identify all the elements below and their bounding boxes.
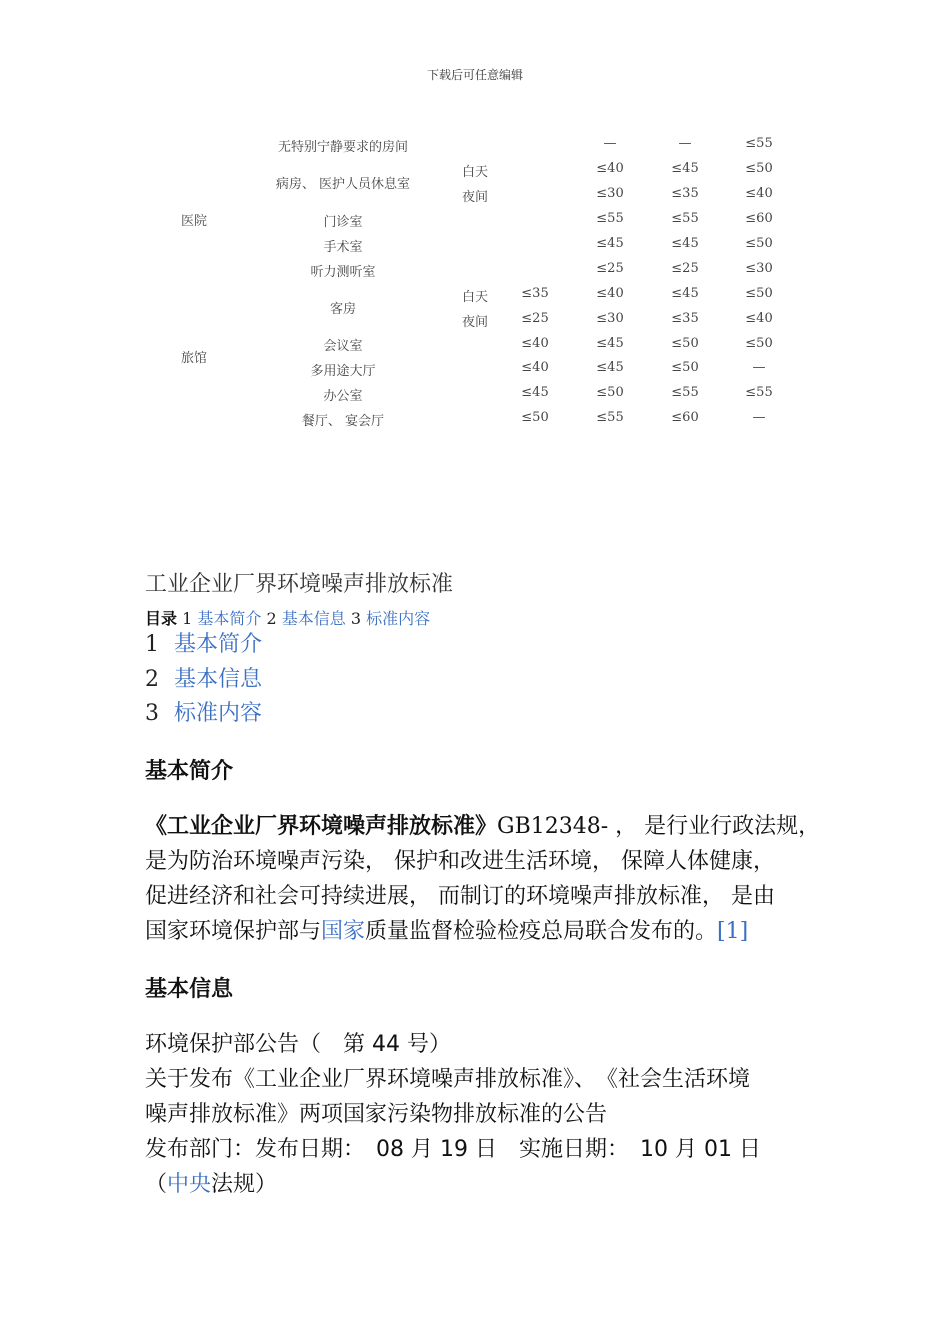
table-cell: ≤55	[745, 385, 773, 400]
toc-list-item	[145, 628, 262, 663]
intro-text: 质量监督检验检疫总局联合发布的。	[365, 919, 718, 944]
table-cell: ≤55	[596, 211, 624, 226]
link-guojia[interactable]: 国家	[321, 919, 366, 944]
table-cell: ≤50	[596, 385, 624, 400]
info-line: 关于发布《工业企业厂界环境噪声排放标准》、 《社会生活环境	[145, 1067, 751, 1092]
table-cell: ≤35	[521, 286, 549, 301]
toc-inline-link-intro[interactable]: 基本简介	[197, 609, 262, 628]
table-cell: —	[752, 410, 766, 425]
table-cell: —	[603, 136, 617, 151]
standard-name: 《工业企业厂界环境噪声排放标准》	[145, 814, 498, 839]
table-room-name: 餐厅、 宴会厅	[301, 414, 385, 429]
table-cell: ≤35	[671, 186, 699, 201]
table-cell: ≤45	[596, 336, 624, 351]
table-cell: ≤60	[745, 211, 773, 226]
toc-list-num: 3	[145, 701, 159, 726]
toc-inline-num: 1	[182, 609, 193, 628]
table-cell: ≤25	[671, 261, 699, 276]
table-room-name: 多用途大厅	[310, 364, 376, 379]
info-paragraph	[145, 1027, 825, 1202]
reference-link[interactable]: [1]	[717, 919, 749, 944]
table-cell: ≤55	[671, 211, 699, 226]
table-cell: ≤40	[521, 336, 549, 351]
table-period: 夜间	[461, 315, 489, 330]
table-cell: ≤55	[745, 136, 773, 151]
intro-line: 促进经济和社会可持续进展， 而制订的环境噪声排放标准， 是由	[145, 884, 775, 909]
intro-line	[145, 809, 825, 844]
table-cell: ≤50	[671, 360, 699, 375]
table-cell: ≤40	[596, 161, 624, 176]
info-line	[145, 1167, 825, 1202]
table-cell: ≤50	[671, 336, 699, 351]
intro-line: 是为防治环境噪声污染， 保护和改进生活环境， 保障人体健康，	[145, 849, 775, 874]
table-cell: ≤25	[596, 261, 624, 276]
toc-list	[145, 628, 262, 732]
table-room-name: 病房、 医护人员休息室	[275, 177, 411, 192]
table-cell: ≤45	[596, 360, 624, 375]
header-note: 下载后可任意编辑	[426, 68, 523, 82]
toc-link-intro[interactable]: 基本简介	[174, 632, 263, 657]
table-cell: ≤45	[671, 286, 699, 301]
intro-line	[145, 914, 825, 949]
table-cell: ≤25	[521, 311, 549, 326]
toc-list-num: 1	[145, 632, 159, 657]
table-cell: ≤30	[596, 186, 624, 201]
table-room-name: 客房	[329, 302, 357, 317]
table-cell: ≤50	[521, 410, 549, 425]
table-category: 医院	[180, 214, 208, 229]
table-cell: ≤55	[671, 385, 699, 400]
info-line: 环境保护部公告（ 第 44 号）	[145, 1032, 451, 1057]
table-room-name: 手术室	[323, 240, 363, 255]
standard-code: GB12348- ，	[497, 814, 638, 839]
toc-inline-link-content[interactable]: 标准内容	[366, 609, 431, 628]
toc-inline-num: 2	[266, 609, 277, 628]
table-cell: ≤45	[671, 236, 699, 251]
table-cell: ≤40	[745, 311, 773, 326]
info-line: 噪声排放标准》两项国家污染物排放标准的公告	[145, 1102, 608, 1127]
table-cell: ≤30	[745, 261, 773, 276]
info-line: 发布部门：发布日期： 08 月 19 日 实施日期： 10 月 01 日	[145, 1137, 761, 1162]
table-period: 白天	[461, 165, 489, 180]
toc-inline	[145, 606, 430, 629]
table-cell: ≤45	[671, 161, 699, 176]
info-text: 法规）	[211, 1172, 278, 1197]
toc-list-item	[145, 663, 262, 698]
intro-text: 是行业行政法规，	[637, 814, 821, 839]
table-cell: ≤35	[671, 311, 699, 326]
table-cell: ≤50	[745, 236, 773, 251]
table-period: 夜间	[461, 190, 489, 205]
table-cell: ≤50	[745, 336, 773, 351]
table-cell: ≤40	[521, 360, 549, 375]
table-cell: ≤45	[521, 385, 549, 400]
section-heading-intro: 基本简介	[145, 759, 234, 784]
table-cell: ≤45	[596, 236, 624, 251]
table-cell: ≤50	[745, 161, 773, 176]
table-cell: ≤40	[745, 186, 773, 201]
toc-list-num: 2	[145, 666, 159, 692]
table-cell: —	[678, 136, 692, 151]
table-cell: ≤55	[596, 410, 624, 425]
table-cell: —	[752, 360, 766, 375]
toc-label: 目录	[145, 609, 178, 628]
toc-list-item	[145, 697, 262, 732]
table-room-name: 无特别宁静要求的房间	[277, 140, 409, 155]
info-text: （	[145, 1172, 168, 1197]
table-cell: ≤50	[745, 286, 773, 301]
table-cell: ≤60	[671, 410, 699, 425]
table-room-name: 听力测听室	[310, 265, 376, 280]
section-heading-info: 基本信息	[145, 977, 234, 1002]
toc-inline-num: 3	[350, 609, 362, 628]
table-room-name: 办公室	[323, 389, 363, 404]
link-zhongyang[interactable]: 中央	[167, 1172, 212, 1197]
table-room-name: 会议室	[323, 339, 363, 354]
table-period: 白天	[461, 290, 489, 305]
intro-paragraph	[145, 809, 825, 949]
toc-link-info[interactable]: 基本信息	[174, 666, 263, 692]
toc-inline-link-info[interactable]: 基本信息	[281, 609, 346, 628]
table-cell: ≤30	[596, 311, 624, 326]
table-cell: ≤40	[596, 286, 624, 301]
table-room-name: 门诊室	[323, 215, 363, 230]
intro-text: 国家环境保护部与	[145, 919, 322, 944]
table-category: 旅馆	[180, 351, 208, 366]
toc-link-content[interactable]: 标准内容	[174, 701, 263, 726]
document-title: 工业企业厂界环境噪声排放标准	[145, 572, 454, 597]
